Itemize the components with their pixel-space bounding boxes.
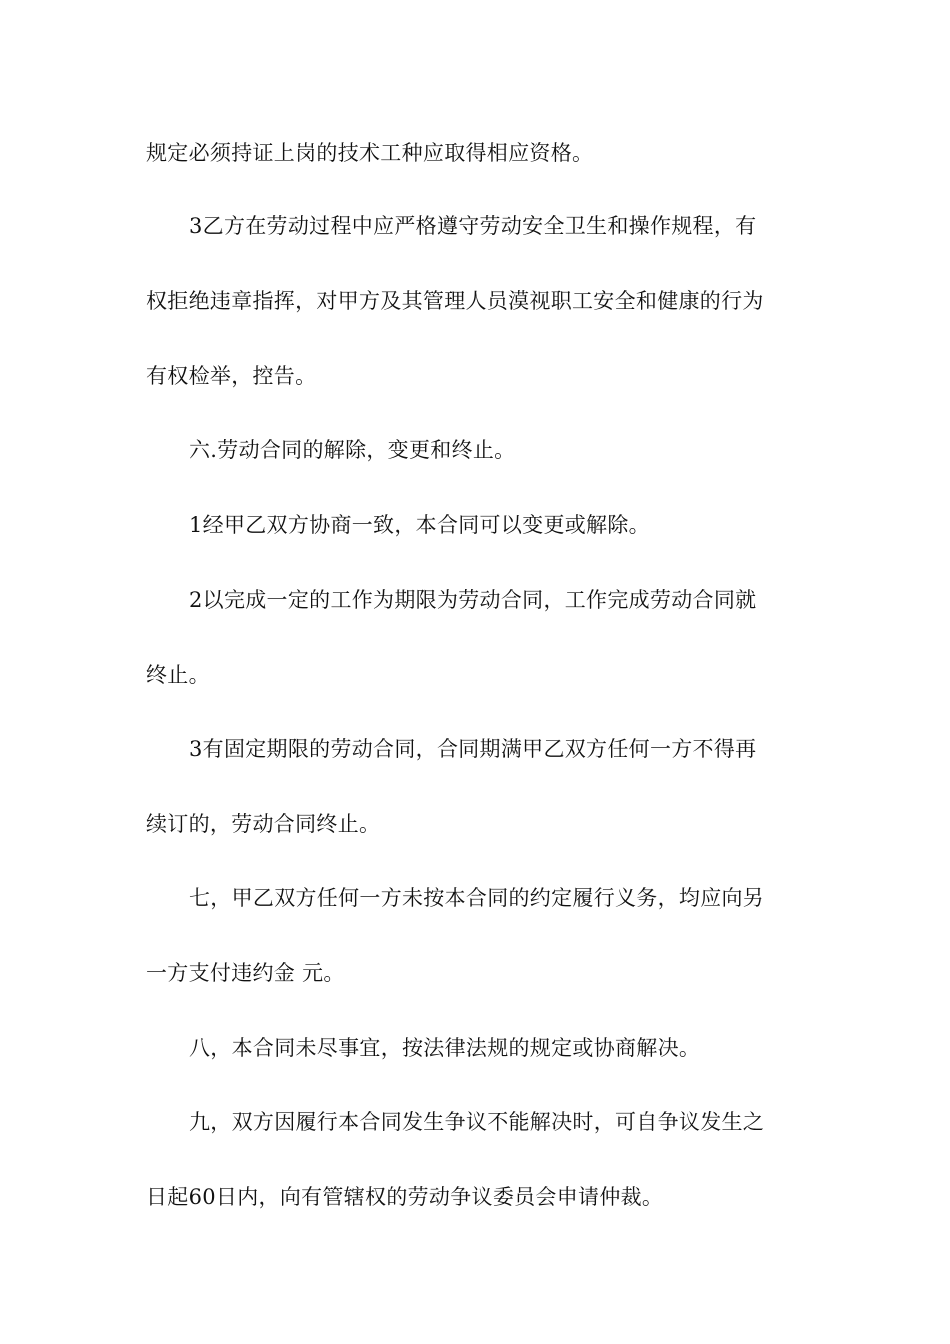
text-line: 日起60日内，向有管辖权的劳动争议委员会申请仲裁。 [146, 1185, 664, 1209]
text-line: 八，本合同未尽事宜，按法律法规的规定或协商解决。 [189, 1036, 701, 1060]
text-line: 九，双方因履行本合同发生争议不能解决时，可自争议发生之 [189, 1110, 765, 1134]
text-line: 六.劳动合同的解除，变更和终止。 [189, 438, 516, 462]
text-line: 续订的，劳动合同终止。 [146, 812, 381, 836]
text-line: 2以完成一定的工作为期限为劳动合同，工作完成劳动合同就 [189, 588, 757, 612]
text-line: 有权检举，控告。 [146, 364, 317, 388]
text-line: 权拒绝违章指挥，对甲方及其管理人员漠视职工安全和健康的行为 [146, 289, 764, 313]
text-line: 1经甲乙双方协商一致，本合同可以变更或解除。 [189, 513, 650, 537]
text-line: 3有固定期限的劳动合同，合同期满甲乙双方任何一方不得再 [189, 737, 757, 761]
text-line: 终止。 [146, 663, 210, 687]
text-line: 七，甲乙双方任何一方未按本合同的约定履行义务，均应向另 [189, 886, 765, 910]
text-line: 一方支付违约金 元。 [146, 961, 345, 985]
text-line: 规定必须持证上岗的技术工种应取得相应资格。 [146, 141, 594, 165]
text-line: 3乙方在劳动过程中应严格遵守劳动安全卫生和操作规程，有 [189, 214, 757, 238]
